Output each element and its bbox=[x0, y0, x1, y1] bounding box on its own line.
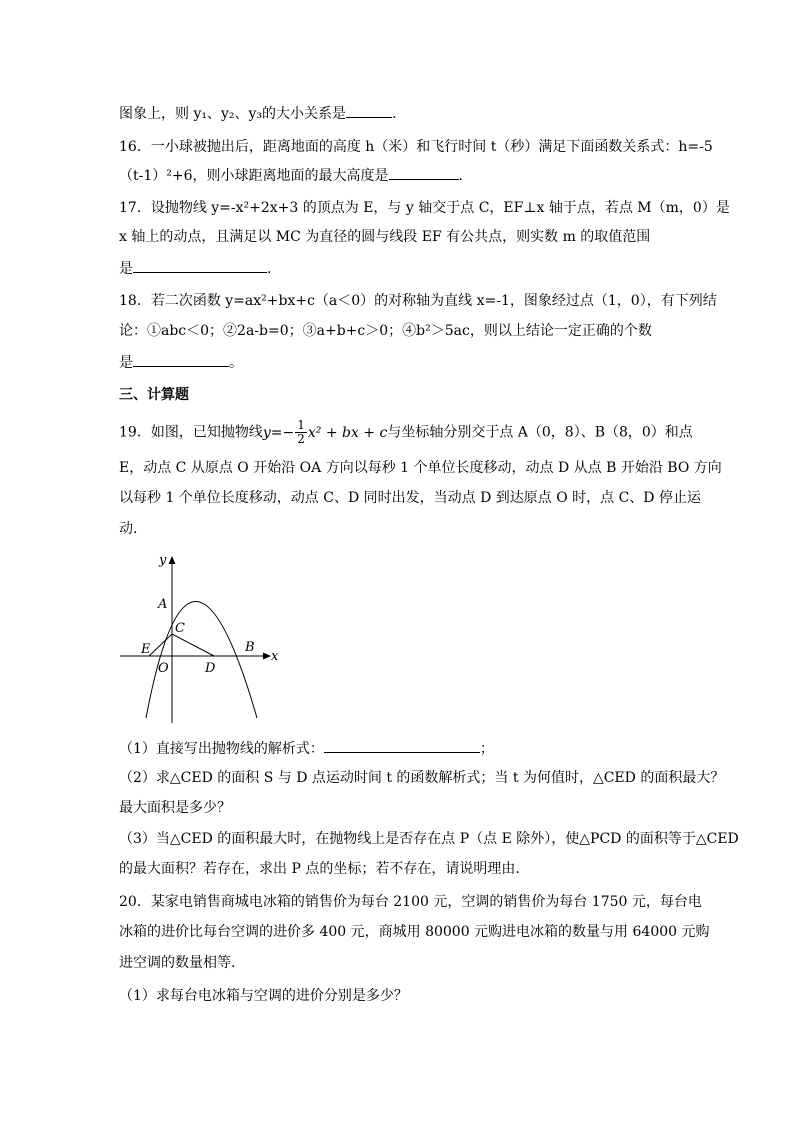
answer-blank bbox=[346, 103, 392, 118]
label-e: E bbox=[141, 642, 151, 657]
x-axis-arrow bbox=[263, 653, 271, 660]
question-17-line-1: 17．设抛物线 y=-x²+2x+3 的顶点为 E，与 y 轴交于点 C，EF⊥x 轴于点，若点 M（m，0）是 bbox=[119, 200, 730, 216]
question-19-line-1: 19．如图，已知抛物线y=− $\frac{1}{2}$ x² + bx + c与坐标轴分别交于点 A（0，8）、B（8，0）和点 bbox=[119, 418, 693, 446]
y-axis-arrow bbox=[169, 556, 176, 564]
label-d: D bbox=[205, 661, 216, 676]
question-19-part-2-line-1: （2）求△CED 的面积 S 与 D 点运动时间 t 的函数解析式；当 t 为何值时，△CED 的面积最大？ bbox=[119, 770, 725, 786]
label-a: A bbox=[158, 597, 168, 612]
question-17-line-2: x 轴上的动点，且满足以 MC 为直径的圆与线段 EF 有公共点，则实数 m 的取值范围 bbox=[119, 229, 651, 245]
line-q15-tail: 图象上，则 y₁、y₂、y₃的大小关系是 . bbox=[119, 103, 396, 124]
question-20-line-1: 20．某家电销售商城电冰箱的销售价为每台 2100 元，空调的销售价为每台 1750 元，每台电 bbox=[119, 894, 702, 910]
triangle-ced bbox=[149, 634, 214, 656]
answer-blank bbox=[324, 738, 480, 753]
answer-blank bbox=[389, 165, 459, 180]
question-20-line-2: 冰箱的进价比每台空调的进价多 400 元，商城用 80000 元购进电冰箱的数量与用 64000 元购 bbox=[119, 924, 710, 940]
section-heading: 三、计算题 bbox=[119, 387, 189, 403]
question-19-part-3-line-2: 的最大面积？若存在，求出 P 点的坐标；若不存在，请说明理由. bbox=[119, 861, 520, 877]
fraction: $\frac{1}{2}$ bbox=[297, 418, 305, 446]
question-17-line-3: 是 . bbox=[119, 258, 271, 279]
question-16-line-1: 16．一小球被抛出后，距离地面的高度 h（米）和飞行时间 t（秒）满足下面函数关系式：h=-5 bbox=[119, 139, 713, 155]
question-16-line-2: （t-1）²+6，则小球距离地面的最大高度是 . bbox=[119, 165, 463, 186]
question-19-part-3-line-1: （3）当△CED 的面积最大时，在抛物线上是否存在点 P（点 E 除外），使△PCD 的面积等于△CED bbox=[119, 831, 739, 847]
parabola-formula: y=− $\frac{1}{2}$ x² + bx + c bbox=[262, 418, 388, 446]
answer-blank bbox=[133, 352, 229, 367]
question-19-line-4: 动. bbox=[119, 521, 138, 537]
label-x: x bbox=[271, 649, 279, 664]
label-o: O bbox=[158, 661, 169, 676]
question-20-line-3: 进空调的数量相等. bbox=[119, 955, 236, 971]
question-19-part-2-line-2: 最大面积是多少？ bbox=[119, 800, 231, 816]
question-18-line-1: 18．若二次函数 y=ax²+bx+c（a＜0）的对称轴为直线 x=-1，图象经过点（1，0），有下列结 bbox=[119, 293, 717, 309]
question-20-part-1: （1）求每台电冰箱与空调的进价分别是多少？ bbox=[119, 988, 408, 1004]
question-18-line-2: 论：①abc＜0；②2a-b=0；③a+b+c＞0；④b²＞5ac，则以上结论一定正确的个数 bbox=[119, 323, 652, 339]
question-19-line-3: 以每秒 1 个单位长度移动，动点 C、D 同时出发，当动点 D 到达原点 O 时，点 C、D 停止运 bbox=[119, 490, 701, 506]
question-18-line-3: 是 。 bbox=[119, 352, 243, 373]
parabola-figure bbox=[115, 548, 285, 728]
label-y: y bbox=[159, 553, 167, 568]
parabola-curve bbox=[146, 602, 257, 719]
question-19-part-1: （1）直接写出抛物线的解析式： ； bbox=[119, 738, 494, 759]
answer-blank bbox=[133, 258, 267, 273]
label-c: C bbox=[175, 621, 185, 636]
question-19-line-2: E，动点 C 从原点 O 开始沿 OA 方向以每秒 1 个单位长度移动，动点 D 从点 B 开始沿 BO 方向 bbox=[119, 460, 722, 476]
label-b: B bbox=[245, 640, 255, 655]
